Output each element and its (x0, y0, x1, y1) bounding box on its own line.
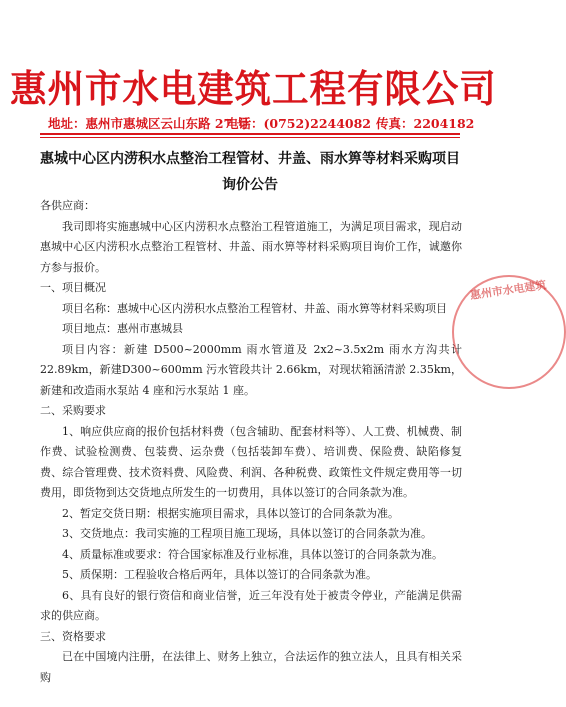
qualification-text: 已在中国境内注册，在法律上、财务上独立，合法运作的独立法人，且具有相关采购 (40, 650, 462, 684)
document-title: 惠城中心区内涝积水点整治工程管材、井盖、雨水箅等材料采购项目询价公告 (40, 151, 460, 193)
requirement-item: 3、交货地点：我司实施的工程项目施工现场，具体以签订的合同条款为准。 (62, 527, 432, 540)
requirement-item: 5、质保期：工程验收合格后两年，具体以签订的合同条款为准。 (62, 568, 377, 581)
section-heading-qualifications: 三、资格要求 (40, 629, 106, 643)
section-heading-requirements: 二、采购要求 (40, 404, 106, 417)
salutation: 各供应商： (40, 199, 95, 212)
company-name: 惠州市水电建筑工程有限公司 (10, 66, 497, 111)
fax-text: 传真：2204182 (376, 116, 475, 131)
project-name: 项目名称：惠城中心区内涝积水点整治工程管材、井盖、雨水箅等材料采购项目 (62, 301, 447, 315)
letterhead-divider-thick (40, 133, 460, 135)
address-text: 地址：惠州市惠城区云山东路 27 号 (48, 116, 250, 131)
seal-text: 惠州市水电建筑 (469, 278, 548, 303)
document-body (40, 196, 462, 688)
letterhead-divider-thin (40, 137, 460, 138)
project-location: 项目地点：惠州市惠城县 (62, 322, 183, 335)
requirement-item: 4、质量标准或要求：符合国家标准及行业标准，具体以签订的合同条款为准。 (62, 547, 443, 561)
requirement-item: 2、暂定交货日期：根据实施项目需求，具体以签订的合同条款为准。 (62, 506, 399, 520)
requirement-item: 1、响应供应商的报价包括材料费（包含辅助、配套材料等）、人工费、机械费、制作费、试验检测费、包装费、运杂费（包括装卸车费）、培训费、保险费、缺陷修复费、综合管理费、技术资料费、风险费、利润、各种税费、政策性文件规定费用等一切费用，即货物到达交货地点所发生的一切费用，具体以签订的合同条款为准。 (40, 424, 462, 499)
intro-paragraph: 我司即将实施惠城中心区内涝积水点整治工程管道施工，为满足项目需求，现启动惠城中心区内涝积水点整治工程管材、井盖、雨水箅等材料采购项目询价工作，诚邀你方参与报价。 (40, 219, 462, 274)
section-heading-overview: 一、项目概况 (40, 281, 106, 294)
project-content: 项目内容：新建 D500~2000mm 雨水管道及 2x2~3.5x2m 雨水方沟共计 22.89km，新建D300~600mm 污水管段共计 2.66km，对现状箱涵清淤 2.35km，新建和改造雨水泵站 4 座和污水泵站 1 座。 (40, 342, 462, 397)
contact-line (48, 114, 475, 132)
phone-text: 电话：(0752)2244082 (226, 116, 372, 131)
requirement-item: 6、具有良好的银行资信和商业信誉，近三年没有处于被责令停业，产能满足供需求的供应商。 (40, 588, 462, 622)
